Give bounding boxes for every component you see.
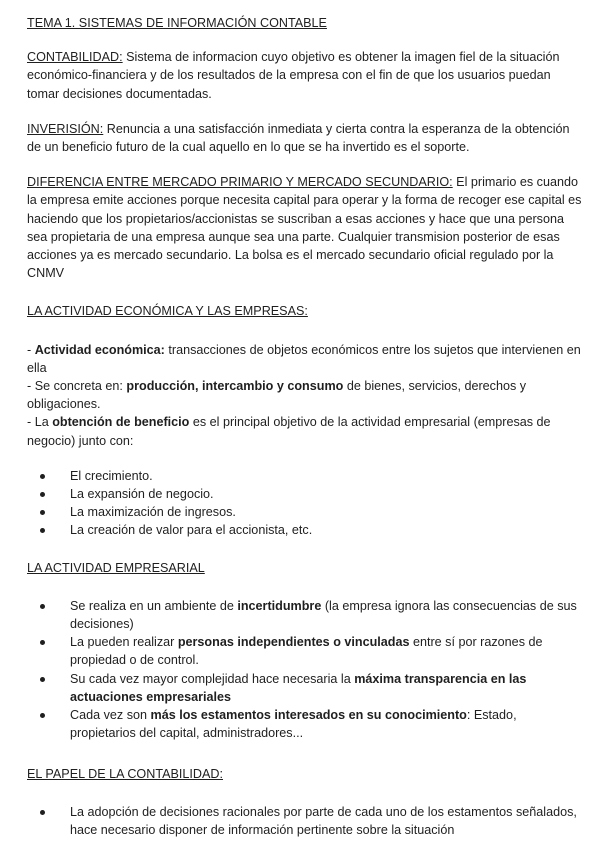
mercado-definition: El primario es cuando la empresa emite acciones porque necesita capital para operar y la forma de recoger ese capital es haciendo que los propietarios/accionistas se suscriban a esas acciones y hace que una persona sea propietaria de una empresa aunque sea una parte. Cualquier transmision posterior de esas acciones ya es mercado secundario. La bolsa es el mercado secundario oficial regulado por la CNMV xyxy=(27,175,582,281)
section-heading-actividad-economica: LA ACTIVIDAD ECONÓMICA Y LAS EMPRESAS: xyxy=(27,304,308,319)
bullet-icon xyxy=(40,474,45,479)
list-item xyxy=(27,485,582,503)
list-item xyxy=(27,803,582,839)
bullet-icon xyxy=(40,492,45,497)
list-item xyxy=(27,467,582,485)
bullet-icon xyxy=(40,604,45,609)
bold-term: Actividad económica: xyxy=(34,342,165,357)
list-item xyxy=(27,503,582,521)
mercado-term: DIFERENCIA ENTRE MERCADO PRIMARIO Y MERCADO SECUNDARIO: xyxy=(27,175,453,190)
list-item-text: Se realiza en un ambiente de xyxy=(70,598,238,613)
bullet-icon xyxy=(40,677,45,682)
list-item xyxy=(27,670,582,706)
line-text: es el principal objetivo de la actividad empresarial (empresas de negocio) junto con: xyxy=(27,415,551,448)
bold-term: personas independientes o vinculadas xyxy=(177,635,410,650)
document-page xyxy=(27,14,582,839)
bold-term: obtención de beneficio xyxy=(52,415,190,430)
list-item xyxy=(27,706,582,742)
list-item-text: Cada vez son xyxy=(70,708,151,723)
line-prefix: - Se concreta en: xyxy=(27,379,127,394)
section-heading-papel-contabilidad: EL PAPEL DE LA CONTABILIDAD: xyxy=(27,766,223,781)
inversion-paragraph xyxy=(27,120,582,156)
bullet-icon xyxy=(40,810,45,815)
list-item xyxy=(27,521,582,539)
bold-term: producción, intercambio y consumo xyxy=(126,379,344,394)
line-prefix: - xyxy=(27,342,35,357)
line-text: de bienes, servicios, derechos y obligaciones. xyxy=(27,379,527,412)
list-item-text: La maximización de ingresos. xyxy=(70,505,236,520)
list-item-text: La creación de valor para el accionista, etc. xyxy=(70,523,313,538)
actividad-empresarial-list xyxy=(27,597,582,743)
bullet-icon xyxy=(40,528,45,533)
list-item-text: El crecimiento. xyxy=(70,468,153,483)
section-heading-actividad-empresarial: LA ACTIVIDAD EMPRESARIAL xyxy=(27,560,205,575)
list-item-text: La adopción de decisiones racionales por parte de cada uno de los estamentos señalados, hace necesario disponer de información pertinente sobre la situación xyxy=(70,804,577,837)
actividad-line-2 xyxy=(27,377,582,413)
bold-term: más los estamentos interesados en su conocimiento xyxy=(150,708,467,723)
bullet-icon xyxy=(40,713,45,718)
actividad-line-3 xyxy=(27,413,582,449)
contabilidad-definition: Sistema de informacion cuyo objetivo es obtener la imagen fiel de la situación económico-financiera y de los resultados de la empresa con el fin de que los usuarios puedan tomar decisiones documentadas. xyxy=(27,50,560,101)
bold-term: incertidumbre xyxy=(237,598,322,613)
list-item xyxy=(27,597,582,633)
document-title: TEMA 1. SISTEMAS DE INFORMACIÓN CONTABLE xyxy=(27,16,327,30)
actividad-line-1 xyxy=(27,341,582,377)
inversion-term: INVERISIÓN: xyxy=(27,121,104,136)
papel-list xyxy=(27,803,582,839)
list-item-text: La expansión de negocio. xyxy=(70,487,214,502)
list-item xyxy=(27,633,582,669)
list-item-text: (la empresa ignora las consecuencias de sus decisiones) xyxy=(70,598,577,632)
list-item-text: entre sí por razones de propiedad o de control. xyxy=(70,635,543,668)
bullet-icon xyxy=(40,510,45,515)
mercado-paragraph xyxy=(27,173,582,282)
bullet-icon xyxy=(40,640,45,645)
bold-term: máxima transparencia en las actuaciones empresariales xyxy=(70,671,527,704)
objetivos-list xyxy=(27,467,582,540)
list-item-text: : Estado, propietarios del capital, administradores... xyxy=(70,708,517,741)
contabilidad-term: CONTABILIDAD: xyxy=(27,50,123,65)
line-text: transacciones de objetos económicos entre los sujetos que intervienen en ella xyxy=(27,342,581,375)
list-item-text: La pueden realizar xyxy=(70,635,178,650)
contabilidad-paragraph xyxy=(27,48,582,103)
list-item-text: Su cada vez mayor complejidad hace necesaria la xyxy=(70,671,355,686)
inversion-definition: Renuncia a una satisfacción inmediata y cierta contra la esperanza de la obtención de un beneficio futuro de la cual aquello en lo que se ha invertido es el soporte. xyxy=(27,121,570,155)
line-prefix: - La xyxy=(27,415,53,430)
